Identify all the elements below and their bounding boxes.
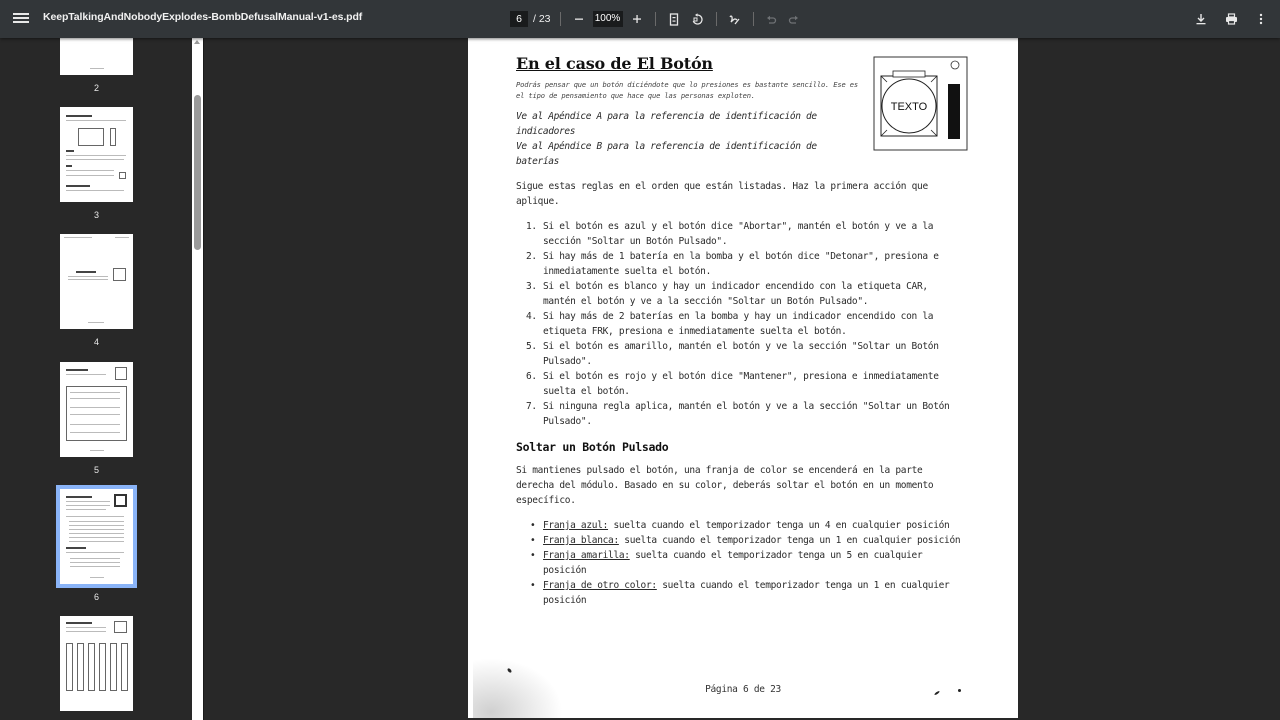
toolbar-divider xyxy=(716,12,717,26)
rule-item xyxy=(526,399,956,429)
undo-button[interactable] xyxy=(763,10,781,28)
document-title: KeepTalkingAndNobodyExplodes-BombDefusalManual-v1-es.pdf xyxy=(43,11,363,23)
grunge-texture xyxy=(473,658,563,718)
sidebar-scrollbar-thumb[interactable] xyxy=(194,95,201,250)
appendix-a-reference: Ve al Apéndice A para la referencia de identificación de indicadores xyxy=(516,111,817,137)
bullet: • xyxy=(530,535,536,546)
rule-number: 5. xyxy=(526,341,537,352)
section-text: Si mantienes pulsado el botón, una franja de color se encenderá en la parte derecha del módulo. Basado en su color, deberás soltar el botón en un momento específico. xyxy=(516,465,934,506)
bullet: • xyxy=(530,550,536,561)
strip-label: Franja de otro color: xyxy=(543,580,657,591)
button-module-icon xyxy=(873,56,968,151)
page-number-input[interactable]: 6 xyxy=(510,11,528,27)
rule-text: Si el botón es azul y el botón dice "Abortar", mantén el botón y ve a la sección "Soltar un Botón Pulsado". xyxy=(543,221,934,247)
right-controls xyxy=(1192,10,1270,28)
rules-list xyxy=(526,219,956,429)
thumbnail-label: 2 xyxy=(93,83,99,93)
toolbar-divider xyxy=(655,12,656,26)
download-button[interactable] xyxy=(1192,10,1210,28)
thumbnail-image[interactable] xyxy=(60,38,133,75)
more-vert-icon xyxy=(1259,13,1263,25)
rule-number: 2. xyxy=(526,251,537,262)
thumbnail-label: 6 xyxy=(93,592,99,602)
strip-text: suelta cuando el temporizador tenga un 5 en cualquier posición xyxy=(543,550,923,576)
bullet: • xyxy=(530,520,536,531)
rule-text: Si hay más de 1 batería en la bomba y el botón dice "Detonar", presiona e inmediatamente suelta el botón. xyxy=(543,251,939,277)
intro-text: Podrás pensar que un botón diciéndote que lo presiones es bastante sencillo. Ese es el tipo de pensamiento que hace que las personas exploten. xyxy=(516,80,859,100)
thumbnail-image[interactable] xyxy=(60,234,133,329)
strip-label: Franja blanca: xyxy=(543,535,619,546)
thumbnail-label: 5 xyxy=(93,465,99,475)
thumbnail-image[interactable] xyxy=(60,616,133,711)
strip-text: suelta cuando el temporizador tenga un 1 en cualquier posición xyxy=(618,535,961,546)
zoom-out-button[interactable] xyxy=(570,10,588,28)
print-icon xyxy=(1225,13,1238,25)
appendix-b-reference: Ve al Apéndice B para la referencia de identificación de baterías xyxy=(516,141,817,167)
rule-number: 7. xyxy=(526,401,537,412)
rule-number: 6. xyxy=(526,371,537,382)
strip-text: suelta cuando el temporizador tenga un 4 en cualquier posición xyxy=(608,520,950,531)
thumbnail-page-5[interactable] xyxy=(60,362,133,475)
scroll-up-arrow-icon[interactable] xyxy=(194,40,200,44)
hamburger-icon[interactable] xyxy=(13,11,29,27)
button-module-figure xyxy=(873,56,968,151)
rule-text: Si hay más de 2 baterías en la bomba y hay un indicador encendido con la etiqueta FRK, presiona e inmediatamente suelta el botón. xyxy=(543,311,934,337)
annotate-button[interactable] xyxy=(726,10,744,28)
thumbnail-page-4[interactable] xyxy=(60,234,133,347)
undo-icon xyxy=(766,14,777,25)
strip-label: Franja amarilla: xyxy=(543,550,630,561)
zoom-level-input[interactable]: 100% xyxy=(593,11,623,27)
minus-icon xyxy=(574,14,584,24)
grunge-speckle xyxy=(958,689,961,692)
thumbnail-page-2[interactable] xyxy=(60,38,133,93)
rule-number: 4. xyxy=(526,311,537,322)
rule-number: 1. xyxy=(526,221,537,232)
page-controls xyxy=(510,8,803,30)
fit-page-button[interactable] xyxy=(665,10,683,28)
strip-item xyxy=(530,548,970,578)
strip-label: Franja azul: xyxy=(543,520,609,531)
more-options-button[interactable] xyxy=(1252,10,1270,28)
print-button[interactable] xyxy=(1222,10,1240,28)
sidebar-divider xyxy=(203,38,204,720)
toolbar-divider xyxy=(753,12,754,26)
fit-page-icon xyxy=(668,13,680,26)
pen-annotate-icon xyxy=(728,13,741,26)
toolbar xyxy=(0,0,1280,38)
rule-item xyxy=(526,219,956,249)
plus-icon xyxy=(632,14,642,24)
thumbnail-page-7[interactable] xyxy=(60,616,133,711)
rule-item xyxy=(526,249,956,279)
rule-item xyxy=(526,279,956,309)
thumbnail-label: 3 xyxy=(93,210,99,220)
pdf-page xyxy=(468,38,1018,718)
rule-text: Si el botón es amarillo, mantén el botón y ve la sección "Soltar un Botón Pulsado". xyxy=(543,341,939,367)
redo-icon xyxy=(788,14,799,25)
strip-text: suelta cuando el temporizador tenga un 1 en cualquier posición xyxy=(543,580,950,606)
strip-item xyxy=(530,533,970,548)
strip-item xyxy=(530,578,970,608)
appendix-references xyxy=(516,109,846,169)
sidebar-scrollbar[interactable] xyxy=(192,38,203,720)
bullet: • xyxy=(530,580,536,591)
strip-item xyxy=(530,518,970,533)
download-icon xyxy=(1195,13,1207,25)
figure-label: TEXTO xyxy=(890,101,928,113)
strip-list xyxy=(530,518,970,608)
thumbnail-page-3[interactable] xyxy=(60,107,133,220)
section-heading: Soltar un Botón Pulsado xyxy=(516,440,669,454)
rotate-icon xyxy=(691,13,704,26)
toolbar-divider xyxy=(560,12,561,26)
rule-number: 3. xyxy=(526,281,537,292)
thumbnail-sidebar xyxy=(0,38,192,720)
rule-text: Si el botón es blanco y hay un indicador encendido con la etiqueta CAR, mantén el botón y ve a la sección "Soltar un Botón Pulsado". xyxy=(543,281,928,307)
page-total: / 23 xyxy=(533,13,551,25)
redo-button[interactable] xyxy=(785,10,803,28)
thumbnail-page-6[interactable] xyxy=(60,489,133,602)
thumbnail-image[interactable] xyxy=(60,107,133,202)
thumbnail-image-selected[interactable] xyxy=(60,489,133,584)
rule-item xyxy=(526,309,956,339)
thumbnail-image[interactable] xyxy=(60,362,133,457)
page-footer: Página 6 de 23 xyxy=(705,684,781,695)
rules-intro: Sigue estas reglas en el orden que están listadas. Haz la primera acción que aplique. xyxy=(516,181,928,207)
zoom-in-button[interactable] xyxy=(628,10,646,28)
rule-text: Si ninguna regla aplica, mantén el botón y ve a la sección "Soltar un Botón Pulsado". xyxy=(543,401,950,427)
rule-text: Si el botón es rojo y el botón dice "Mantener", presiona e inmediatamente suelta el botón. xyxy=(543,371,939,397)
rule-item xyxy=(526,369,956,399)
thumbnail-label: 4 xyxy=(93,337,99,347)
page-heading: En el caso de El Botón xyxy=(516,54,713,73)
rotate-button[interactable] xyxy=(689,10,707,28)
rule-item xyxy=(526,339,956,369)
